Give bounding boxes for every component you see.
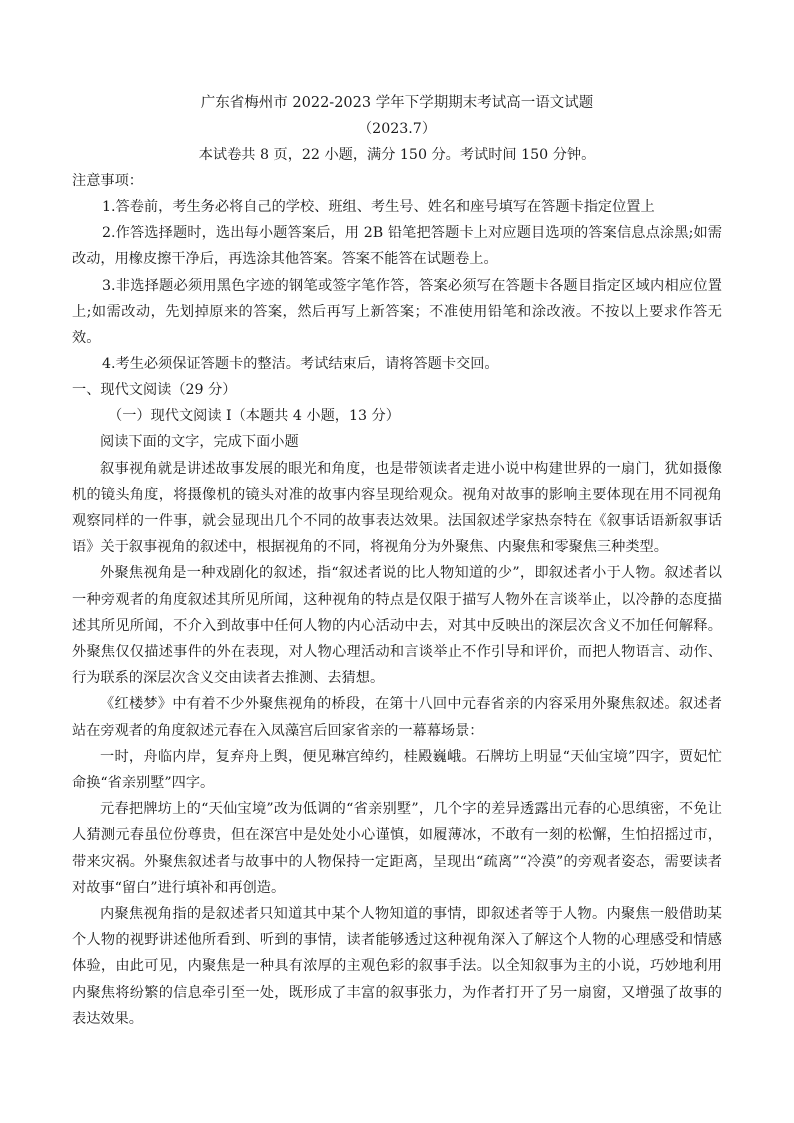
- document-title: 广东省梅州市 2022-2023 学年下学期期末考试高一语文试题: [200, 95, 594, 111]
- note-item-3: 3.非选择题必须用黑色字迹的钢笔或签字笔作答，答案必须写在答题卡各题目指定区域内相应位置上;如需改动，先划掉原来的答案，然后再写上新答案；不准使用铅笔和涂改液。不按以上要求作答无效。: [72, 277, 722, 347]
- document-page: [72, 90, 722, 1032]
- passage-paragraph-2: 外聚焦视角是一种戏剧化的叙述，指“叙述者说的比人物知道的少”，即叙述者小于人物。叙述者以一种旁观者的角度叙述其所见所闻，这种视角的特点是仅限于描写人物外在言谈举止，以冷静的态度描述其所见所闻，不介入到故事中任何人物的内心活动中去，对其中反映出的深层次含义不加任何解释。外聚焦仅仅描述事件的外在表现，对人物心理活动和言谈举止不作引导和评价，而把人物语言、动作、行为联系的深层次含义交由读者去推测、去猜想。: [72, 565, 722, 687]
- note-item-2: 2.作答选择题时，选出每小题答案后，用 2B 铅笔把答题卡上对应题目选项的答案信息点涂黑;如需改动，用橡皮擦干净后，再选涂其他答案。答案不能答在试题卷上。: [72, 225, 722, 268]
- passage-paragraph-6: 内聚焦视角指的是叙述者只知道其中某个人物知道的事情，即叙述者等于人物。内聚焦一般借助某个人物的视野讲述他所看到、听到的事情，读者能够透过这种视角深入了解这个人物的心理感受和情感体验，由此可见，内聚焦是一种具有浓厚的主观色彩的叙事手法。以全知叙事为主的小说，巧妙地利用内聚焦将纷繁的信息牵引至一处，既形成了丰富的叙事张力，为作者打开了另一扇窗，又增强了故事的表达效果。: [72, 906, 722, 1027]
- reading-instruction: 阅读下面的文字，完成下面小题: [100, 434, 299, 451]
- note-item-4: 4.考生必须保证答题卡的整洁。考试结束后，请将答题卡交回。: [102, 356, 499, 373]
- section-title: 一、现代文阅读（29 分）: [72, 382, 237, 399]
- document-date: （2023.7）: [357, 121, 437, 137]
- notes-heading: 注意事项：: [72, 173, 143, 189]
- subsection-title: （一）现代文阅读 I（本题共 4 小题，13 分）: [108, 408, 400, 425]
- passage-paragraph-3: 《红楼梦》中有着不少外聚焦视角的桥段，在第十八回中元春省亲的内容采用外聚焦叙述。叙述者站在旁观者的角度叙述元春在入凤藻宫后回家省亲的一幕幕场景：: [72, 696, 722, 739]
- passage-paragraph-4: 一时，舟临内岸，复弃舟上舆，便见琳宫绰约，桂殿巍峨。石牌坊上明显“天仙宝境”四字，贾妃忙命换“省亲别墅”四字。: [72, 748, 722, 792]
- exam-info: 本试卷共 8 页，22 小题，满分 150 分。考试时间 150 分钟。: [198, 147, 596, 163]
- passage-paragraph-1: 叙事视角就是讲述故事发展的眼光和角度，也是带领读者走进小说中构建世界的一扇门，犹如摄像机的镜头角度，将摄像机的镜头对准的故事内容呈现给观众。视角对故事的影响主要体现在用不同视角观察同样的一件事，就会显现出几个不同的故事表达效果。法国叙述学家热奈特在《叙事话语新叙事话语》关于叙事视角的叙述中，根据视角的不同，将视角分为外聚焦、内聚焦和零聚焦三种类型。: [72, 460, 722, 556]
- passage-paragraph-5: 元春把牌坊上的“天仙宝境”改为低调的“省亲别墅”，几个字的差异透露出元春的心思缜密，不免让人猜测元春虽位份尊贵，但在深宫中是处处小心谨慎，如履薄冰，不敢有一刻的松懈，生怕招摇过市，带来灾祸。外聚焦叙述者与故事中的人物保持一定距离，呈现出“疏离”“冷漠”的旁观者姿态，需要读者对故事“留白”进行填补和再创造。: [72, 801, 722, 896]
- note-item-1: 1.答卷前，考生务必将自己的学校、班组、考生号、姓名和座号填写在答题卡指定位置上: [102, 199, 655, 215]
